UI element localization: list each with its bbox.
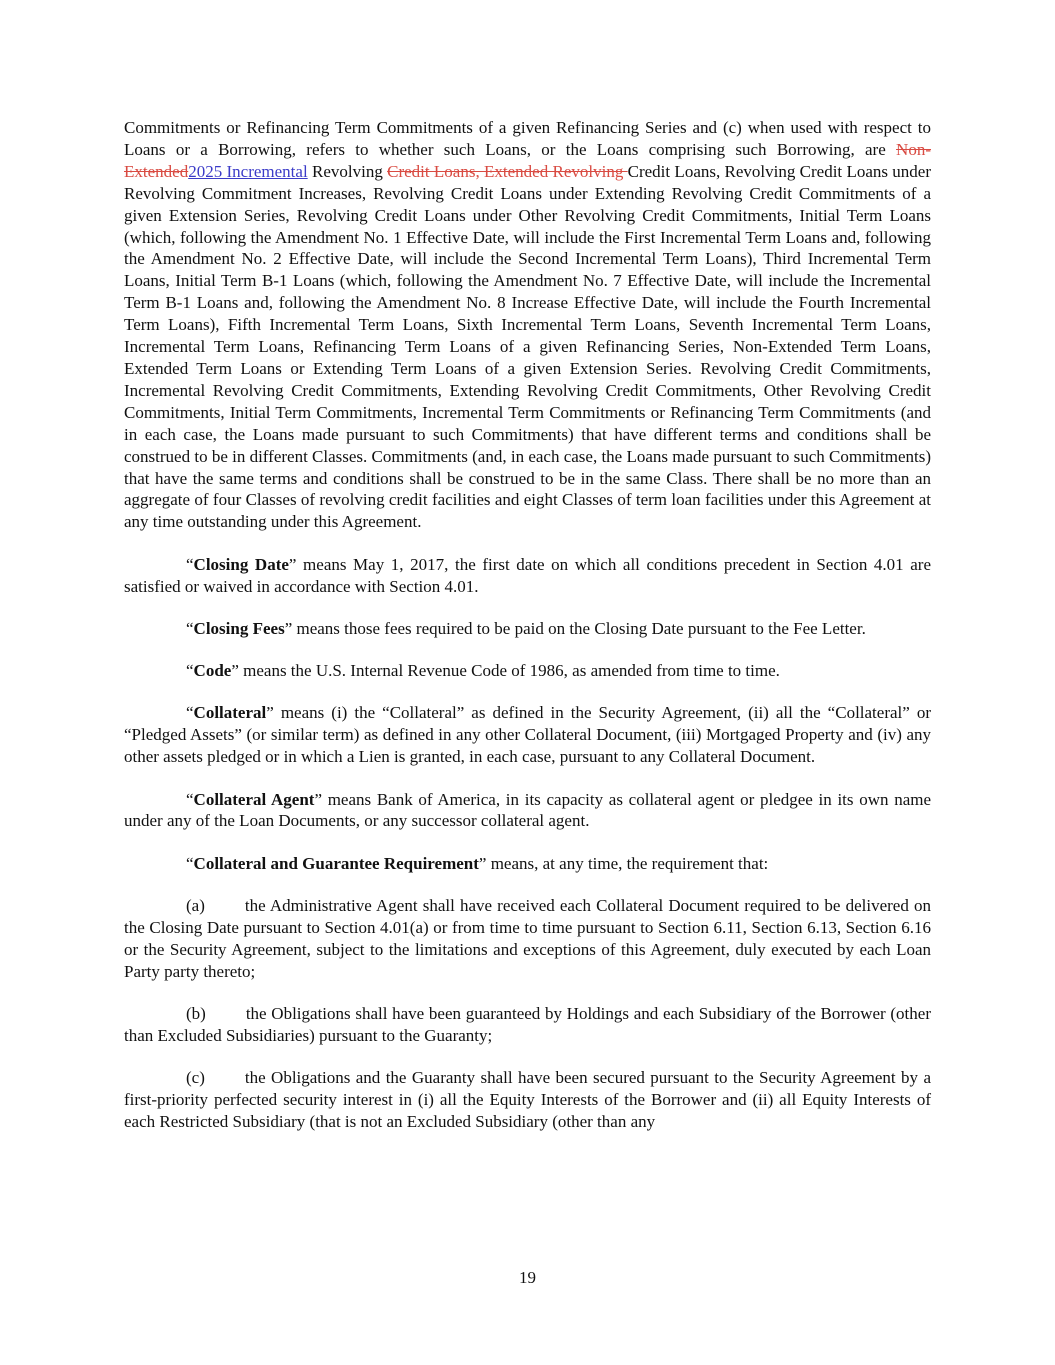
definition-collateral (124, 702, 931, 768)
text-run: ” means Bank of America, in its capacity as collateral agent or pledgee in its own name under any of the Loan Documents, or any successor collateral agent. (124, 789, 932, 831)
text-run: the Administrative Agent shall have received each Collateral Document required to be delivered on the Closing Date pursuant to Section 4.01(a) or from time to time pursuant to Section 6.11, Section 6.13, Section 6.16 or the Security Agreement, subject to the limitations and exceptions of this Agreement, duly executed by each Loan Party party thereto; (124, 896, 931, 981)
text-run: “ (186, 703, 194, 723)
text-run: “ (186, 554, 194, 574)
deleted-text: Non-Extended (124, 139, 931, 181)
clause-b (124, 1003, 931, 1047)
text-run: (b) (186, 1004, 206, 1024)
document-body (124, 117, 931, 1153)
definition-closing-fees (124, 618, 931, 640)
text-run: “ (186, 618, 194, 638)
defined-term: Collateral Agent (193, 789, 315, 809)
defined-term: Closing Date (193, 554, 289, 574)
text-run: “ (186, 789, 194, 809)
text-run: Credit Loans, Revolving Credit Loans under Revolving Commitment Increases, Revolving Credit Loans under Extending Revolving Credit Commitments of a given Extension Series, Revolving Credit Loans under Other Revolving Credit Commitments, Initial Term Loans (which, following the Amendment No. 1 Effective Date, will include the First Incremental Term Loans and, following the Amendment No. 2 Effective Date, will include the Second Incremental Term Loans), Third Incremental Term Loans, Initial Term B-1 Loans (which, following the Amendment No. 7 Effective Date, will include the Incremental Term B-1 Loans and, following the Amendment No. 8 Increase Effective Date, will include the Fourth Incremental Term Loans), Fifth Incremental Term Loans, Sixth Incremental Term Loans, Seventh Incremental Term Loans, Incremental Term Loans, Refinancing Term Loans of a given Refinancing Series, Non-Extended Term Loans, Extended Term Loans or Extending Term Loans of a given Extension Series. Revolving Credit Commitments, Incremental Revolving Credit Commitments, Extending Revolving Credit Commitments, Other Revolving Credit Commitments, Initial Term Commitments, Incremental Term Commitments or Refinancing Term Commitments (and in each case, the Loans made pursuant to such Commitments) that have different terms and conditions shall be construed to be in different Classes. Commitments (and, in each case, the Loans made pursuant to such Commitments) that have the same terms and conditions shall be construed to be in the same Class. There shall be no more than an aggregate of four Classes of revolving credit facilities and eight Classes of term loan facilities under this Agreement at any time outstanding under this Agreement. (124, 161, 932, 532)
definition-collateral-and-guarantee-requirement (124, 853, 931, 875)
clause-a (124, 895, 931, 983)
text-run: ” means those fees required to be paid on the Closing Date pursuant to the Fee Letter. (284, 618, 866, 638)
text-run: “ (186, 853, 194, 873)
text-run: “ (186, 661, 194, 681)
text-run: (a) (186, 896, 205, 916)
text-run: the Obligations and the Guaranty shall have been secured pursuant to the Security Agreement by a first-priority perfected security interest in (i) all the Equity Interests of the Borrower and (ii) all Equity Interests of each Restricted Subsidiary (that is not an Excluded Subsidiary (other than any (124, 1068, 931, 1132)
clause-c (124, 1067, 931, 1133)
definition-collateral-agent (124, 789, 931, 833)
text-run: ” means, at any time, the requirement that: (478, 853, 769, 873)
defined-term: Closing Fees (193, 618, 285, 638)
defined-term: Collateral and Guarantee Requirement (193, 853, 479, 873)
deleted-text: Credit Loans, Extended Revolving (387, 161, 628, 181)
paragraph-classes-continuation (124, 117, 931, 533)
definition-code (124, 660, 931, 682)
defined-term: Code (193, 661, 232, 681)
inserted-text: 2025 Incremental (188, 161, 308, 181)
defined-term: Collateral (193, 703, 267, 723)
page-number: 19 (519, 1268, 536, 1287)
text-run: ” means (i) the “Collateral” as defined in the Security Agreement, (ii) all the “Collateral” or “Pledged Assets” (or similar term) as defined in any other Collateral Document, (iii) Mortgaged Property and (iv) any other assets pledged or in which a Lien is granted, in each case, pursuant to any Collateral Document. (124, 703, 931, 767)
text-run: (c) (186, 1068, 205, 1088)
text-run: ” means the U.S. Internal Revenue Code of 1986, as amended from time to time. (231, 661, 780, 681)
text-run: Revolving (307, 161, 388, 181)
text-run: Commitments or Refinancing Term Commitments of a given Refinancing Series and (c) when used with respect to Loans or a Borrowing, refers to whether such Loans, or the Loans comprising such Borrowing, are (124, 118, 931, 159)
text-run: ” means May 1, 2017, the first date on which all conditions precedent in Section 4.01 are satisfied or waived in accordance with Section 4.01. (124, 554, 931, 596)
definition-closing-date (124, 554, 931, 598)
text-run: the Obligations shall have been guaranteed by Holdings and each Subsidiary of the Borrower (other than Excluded Subsidiaries) pursuant to the Guaranty; (124, 1004, 931, 1045)
